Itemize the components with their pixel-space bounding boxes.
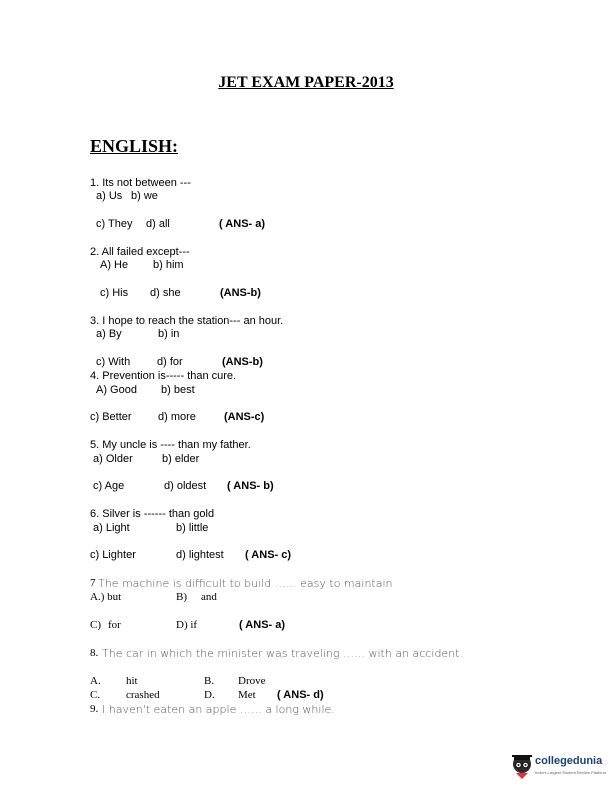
question-7-stem: The machine is difficult to build …… easy to maintain: [98, 577, 393, 590]
page-title: JET EXAM PAPER-2013: [218, 74, 394, 91]
question-5-stem: 5. My uncle is ---- than my father.: [90, 439, 251, 451]
question-8-option-d-label: D.: [204, 689, 215, 701]
question-2-option-b: b) him: [153, 259, 184, 271]
question-7-option-c-label: C): [90, 619, 101, 631]
question-1-option-a: a) Us: [96, 190, 123, 202]
question-3-option-d: d) for: [157, 356, 183, 368]
question-8-option-b-text: Drove: [238, 675, 266, 687]
question-6-stem: 6. Silver is ------ than gold: [90, 508, 215, 520]
question-8-option-a-label: A.: [90, 675, 101, 687]
mascot-logo-icon: [510, 752, 534, 780]
question-3-option-c: c) With: [96, 356, 131, 368]
question-3-stem: 3. I hope to reach the station--- an hour.: [90, 315, 284, 327]
question-7-option-b-label: B): [176, 591, 187, 603]
question-2-option-a: A) He: [100, 259, 129, 271]
question-6-option-c: c) Lighter: [90, 549, 136, 561]
question-4-answer: (ANS-c): [224, 411, 265, 423]
question-7-number: 7: [90, 577, 96, 589]
question-8-option-d-text: Met: [238, 689, 256, 701]
question-6-option-a: a) Light: [93, 522, 130, 534]
question-1-answer: ( ANS- a): [219, 218, 266, 230]
question-8-number: 8.: [90, 647, 99, 659]
question-1-option-d: d) all: [146, 218, 170, 230]
question-5-option-d: d) oldest: [164, 480, 207, 492]
question-8-option-c-label: C.: [90, 689, 101, 701]
question-9-number: 9.: [90, 703, 99, 715]
question-1-option-b: b) we: [131, 190, 158, 202]
question-8-option-b-label: B.: [204, 675, 215, 687]
logo-tagline: India's Largest Student Review Platform: [535, 770, 607, 775]
section-heading: ENGLISH:: [90, 136, 179, 156]
question-5-option-a: a) Older: [93, 453, 133, 465]
question-5-answer: ( ANS- b): [227, 480, 274, 492]
question-4-option-b: b) best: [161, 384, 195, 396]
question-5-option-b: b) elder: [162, 453, 200, 465]
question-1-stem: 1. Its not between ---: [90, 177, 191, 189]
question-2-option-d: d) she: [150, 287, 181, 299]
question-7-option-b-text: and: [201, 591, 217, 603]
question-2-answer: (ANS-b): [220, 287, 261, 299]
question-4-option-c: c) Better: [90, 411, 132, 423]
question-3-option-a: a) By: [96, 328, 122, 340]
question-6-option-b: b) little: [176, 522, 209, 534]
question-4-stem: 4. Prevention is----- than cure.: [90, 370, 237, 382]
question-6-option-d: d) lightest: [176, 549, 224, 561]
question-2-option-c: c) His: [100, 287, 129, 299]
question-8-option-c-text: crashed: [126, 689, 160, 701]
question-7-answer: ( ANS- a): [239, 619, 286, 631]
question-7-option-c-text: for: [108, 619, 121, 631]
question-7-option-a: A.) but: [90, 591, 122, 603]
question-2-stem: 2. All failed except---: [90, 246, 190, 258]
logo-wordmark: collegedunia: [535, 755, 603, 767]
question-1-option-c: c) They: [96, 218, 133, 230]
question-8-stem: The car in which the minister was traveling …… with an accident.: [102, 647, 463, 660]
question-3-answer: (ANS-b): [222, 356, 263, 368]
question-5-option-c: c) Age: [93, 480, 125, 492]
question-8-answer: ( ANS- d): [277, 689, 324, 701]
question-8-option-a-text: hit: [126, 675, 138, 687]
question-6-answer: ( ANS- c): [245, 549, 292, 561]
question-4-option-a: A) Good: [96, 384, 137, 396]
question-4-option-d: d) more: [158, 411, 196, 423]
question-7-option-d: D) if: [176, 619, 198, 631]
question-3-option-b: b) in: [158, 328, 180, 340]
question-9-stem: I haven't eaten an apple …… a long while.: [102, 703, 335, 716]
